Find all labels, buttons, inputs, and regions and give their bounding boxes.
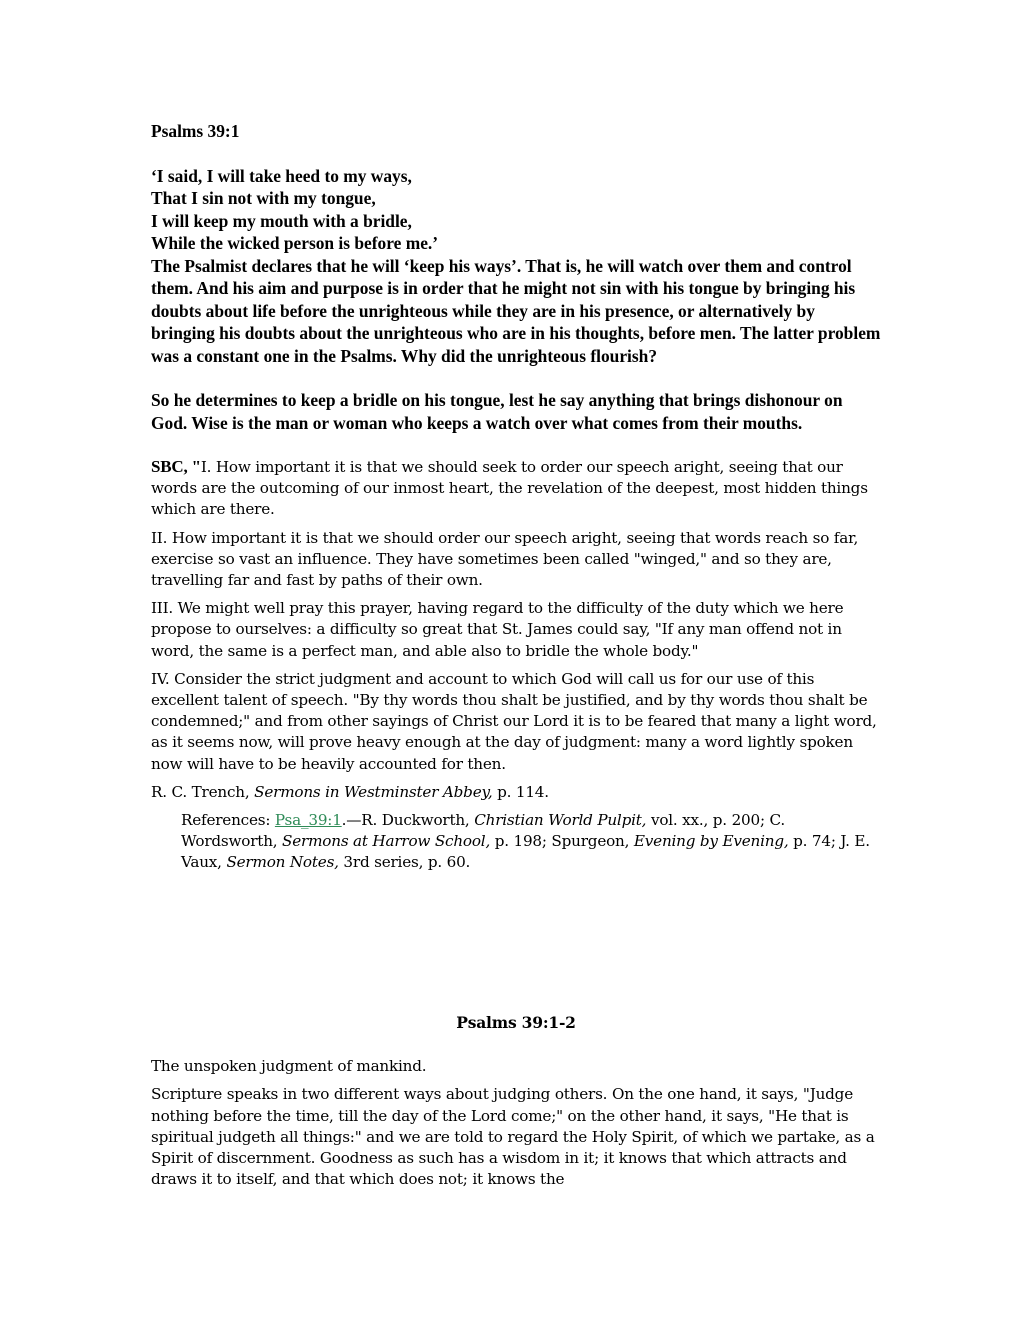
attribution: [151, 782, 881, 803]
reference-work: Christian World Pulpit,: [474, 811, 647, 830]
verse-line: I will keep my mouth with a bridle,: [151, 210, 412, 231]
scripture-link[interactable]: Psa_39:1: [274, 811, 342, 830]
reference-work: Sermons at Harrow School,: [282, 832, 491, 851]
reference-text: p. 74; J. E. Vaux,: [181, 832, 870, 872]
body-paragraph: Scripture speaks in two different ways about judging others. On the one hand, it says, "Judge nothing before the time, till the day of the Lord come;" on the other hand, it says, "He that is spiritual judgeth all things:" and we are told to regard the Holy Spirit, of which we partake, as a Spirit of discernment. Goodness as such has a wisdom in it; it knows that which attracts and draws it to itself, and that which does not; it knows the: [151, 1085, 875, 1189]
sermon-point: III. We might well pray this prayer, having regard to the difficulty of the duty which we here propose to ourselves: a difficulty so great that St. James could say, "If any man offend not in word, the same is a perfect man, and able also to bridle the whole body.": [151, 599, 844, 660]
attribution-author: R. C. Trench,: [151, 782, 255, 801]
attribution-page: p. 114.: [492, 782, 549, 801]
commentary-paragraph: The Psalmist declares that he will ‘keep his ways’. That is, he will watch over them and control them. And his aim and purpose is in order that he might not sin with his tongue by bringing his doubts about life before the unrighteous while they are in his presence, or alternatively by bringing his doubts about the unrighteous who are in his thoughts, before men. The latter problem was a constant one in the Psalms. Why did the unrighteous flourish?: [151, 255, 881, 366]
attribution-work: Sermons in Westminster Abbey,: [254, 782, 493, 801]
commentary-paragraph: So he determines to keep a bridle on his tongue, lest he say anything that brings dishonour on God. Wise is the man or woman who keeps a watch over what comes from their mouths.: [151, 390, 843, 433]
sermon-point: IV. Consider the strict judgment and account to which God will call us for our use of this excellent talent of speech. "By thy words thou shalt be justified, and by thy words thou shalt be condemned;" and from other sayings of Christ our Lord it is to be feared that many a light word, as it seems now, will prove heavy enough at the day of judgment: many a word lightly spoken now will have to be heavily accounted for then.: [151, 669, 877, 773]
references-label: References:: [181, 811, 275, 830]
reference-text: vol. xx., p. 200; C. Wordsworth,: [181, 811, 786, 851]
sermon-point: II. How important it is that we should order our speech aright, seeing that words reach so far, exercise so vast an influence. They have sometimes been called "winged," and so they are, travelling far and fast by paths of their own.: [151, 528, 859, 590]
section-psalms-39-1: [151, 120, 881, 874]
section-heading: Psalms 39:1: [151, 121, 240, 141]
reference-work: Sermon Notes,: [226, 853, 339, 872]
reference-text: .—R. Duckworth,: [341, 811, 475, 830]
verse-line: While the wicked person is before me.’: [151, 233, 439, 253]
source-label: SBC, ": [151, 457, 201, 476]
section-heading: Psalms 39:1-2: [456, 1013, 576, 1032]
verse-quote: [151, 165, 881, 255]
reference-work: Evening by Evening,: [633, 832, 789, 851]
sermon-point-text: I. How important it is that we should seek to order our speech aright, seeing that our words are the outcoming of our inmost heart, the revelation of the deepest, most hidden things which are there.: [151, 458, 868, 519]
section-subtitle: The unspoken judgment of mankind.: [151, 1057, 427, 1076]
verse-line: That I sin not with my tongue,: [151, 188, 376, 208]
references: [181, 810, 881, 874]
reference-text: 3rd series, p. 60.: [338, 853, 471, 872]
section-psalms-39-1-2: [151, 1012, 881, 1190]
verse-line: ‘I said, I will take heed to my ways,: [151, 165, 412, 186]
reference-text: p. 198; Spurgeon,: [490, 832, 634, 851]
sermon-point: [151, 456, 881, 521]
